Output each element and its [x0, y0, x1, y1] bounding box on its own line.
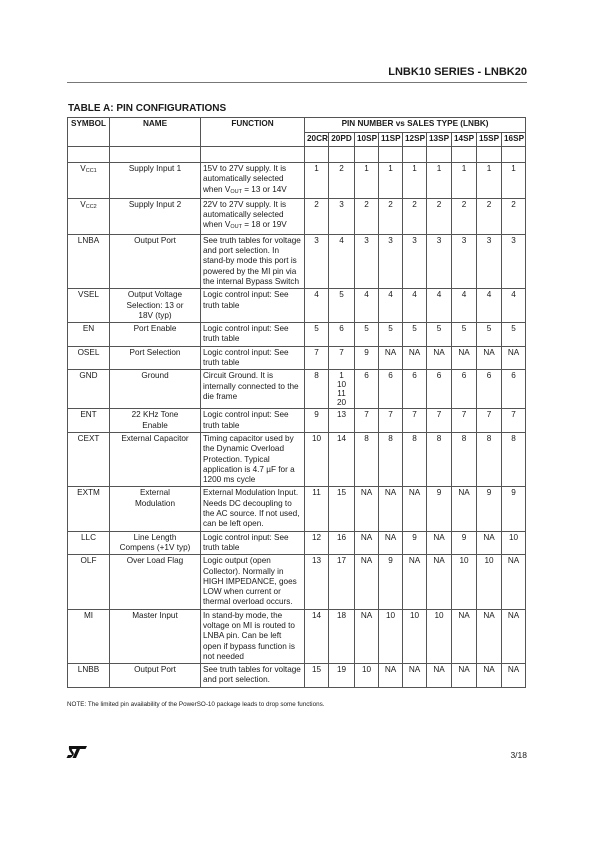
pin-number-cell: NA	[355, 555, 379, 609]
pin-number-cell: 3	[329, 198, 355, 234]
pin-number-cell: 9	[355, 346, 379, 370]
pin-name: Output Port	[110, 664, 201, 688]
pin-number-cell: 10	[379, 609, 403, 663]
table-body	[68, 147, 526, 688]
pin-function-text: 22V to 27V supply. It is automatically selected when V	[203, 199, 287, 230]
table-row	[68, 323, 526, 347]
pin-number-cell: 2	[403, 198, 427, 234]
pin-number-cell: 2	[452, 198, 477, 234]
table-row	[68, 163, 526, 199]
pin-function	[201, 609, 305, 663]
header-pin-group: PIN NUMBER vs SALES TYPE (LNBK)	[305, 118, 526, 133]
pin-number-cell: NA	[502, 609, 526, 663]
pin-number-cell: 2	[355, 198, 379, 234]
pin-number-cell: 4	[502, 289, 526, 323]
pin-number-cell: 8	[379, 432, 403, 486]
pin-number-cell: 9	[305, 409, 329, 433]
pin-function	[201, 234, 305, 288]
pin-number-cell: 1	[477, 163, 502, 199]
pin-symbol-subscript: CC2	[85, 203, 97, 210]
pin-number-cell: 3	[355, 234, 379, 288]
pin-number-cell: 10	[502, 531, 526, 555]
pin-function-text: Circuit Ground. It is internally connected to the die frame	[203, 371, 299, 401]
pin-number-cell: 2	[379, 198, 403, 234]
pin-number-cell: NA	[427, 555, 452, 609]
pin-number-cell: 7	[427, 409, 452, 433]
pin-function	[201, 555, 305, 609]
pin-number-cell: 6	[477, 370, 502, 409]
pin-name: External Capacitor	[110, 432, 201, 486]
header-divider	[67, 82, 527, 83]
pin-number-cell: 1	[403, 163, 427, 199]
pin-number-cell: NA	[452, 664, 477, 688]
pin-number-cell: 8	[355, 432, 379, 486]
pin-function-subscript: OUT	[230, 224, 242, 231]
pin-number-cell: 5	[452, 323, 477, 347]
pin-number-cell: NA	[477, 664, 502, 688]
pin-symbol	[68, 346, 110, 370]
pin-function	[201, 432, 305, 486]
pin-number-cell: 3	[403, 234, 427, 288]
table-row	[68, 370, 526, 409]
pin-number-cell: 6	[355, 370, 379, 409]
pin-function-text: 15V to 27V supply. It is automatically selected when V	[203, 164, 287, 194]
pin-number-cell: 4	[329, 234, 355, 288]
pin-number-cell: 4	[403, 289, 427, 323]
header-symbol: SYMBOL	[68, 118, 110, 147]
pin-function-tail: = 13 or 14V	[241, 184, 287, 194]
pin-number-cell: 3	[477, 234, 502, 288]
pin-number-cell: 13	[305, 555, 329, 609]
header-sales-type: 13SP	[427, 133, 452, 147]
pin-number-cell: 7	[305, 346, 329, 370]
pin-symbol-text: V	[80, 164, 86, 173]
pin-symbol-text: EN	[82, 324, 95, 334]
pin-function	[201, 163, 305, 199]
pin-function-subscript: OUT	[230, 188, 242, 195]
pin-number-cell: NA	[502, 346, 526, 370]
header-name: NAME	[110, 118, 201, 147]
pin-symbol-text: LNBA	[77, 235, 100, 245]
table-row	[68, 289, 526, 323]
pin-number-cell: 4	[452, 289, 477, 323]
pin-number-cell: 6	[379, 370, 403, 409]
pin-number-cell: 6	[329, 323, 355, 347]
pin-number-cell: 6	[502, 370, 526, 409]
pin-number-cell: 10	[452, 555, 477, 609]
pin-function-text: In stand-by mode, the voltage on MI is routed to LNBA pin. Can be left open if bypass function is not needed	[203, 610, 295, 661]
pin-number-cell: 7	[403, 409, 427, 433]
pin-number-cell: 9	[427, 487, 452, 531]
pin-number-cell: 10	[427, 609, 452, 663]
pin-number-cell: 8	[477, 432, 502, 486]
pin-number-cell: NA	[477, 346, 502, 370]
pin-number-cell: NA	[355, 531, 379, 555]
pin-function-text: Logic control input: See truth table	[203, 532, 289, 552]
pin-number-cell: 3	[502, 234, 526, 288]
pin-number-cell: 5	[329, 289, 355, 323]
pin-symbol	[68, 163, 110, 199]
table-row	[68, 664, 526, 688]
pin-number-cell: NA	[379, 487, 403, 531]
pin-symbol-text: EXTM	[77, 488, 100, 498]
pin-function	[201, 664, 305, 688]
table-row	[68, 234, 526, 288]
pin-number-cell: 5	[355, 323, 379, 347]
pin-number-cell: 7	[379, 409, 403, 433]
pin-number-cell: 9	[502, 487, 526, 531]
pin-name: Supply Input 1	[110, 163, 201, 199]
pin-symbol	[68, 609, 110, 663]
pin-function	[201, 346, 305, 370]
header-sales-type: 20CR	[305, 133, 329, 147]
pin-function	[201, 323, 305, 347]
pin-number-cell: 19	[329, 664, 355, 688]
pin-number-cell: 5	[305, 323, 329, 347]
table-row	[68, 531, 526, 555]
pin-symbol	[68, 323, 110, 347]
pin-number-cell: 7	[329, 346, 355, 370]
table-row	[68, 609, 526, 663]
table-row	[68, 346, 526, 370]
pin-number-cell: 8	[502, 432, 526, 486]
pin-symbol-text: LNBB	[77, 665, 100, 675]
pin-number-cell: NA	[403, 346, 427, 370]
header-sales-type: 15SP	[477, 133, 502, 147]
pin-number-cell: 3	[379, 234, 403, 288]
pin-number-cell: NA	[379, 531, 403, 555]
pin-number-cell: NA	[502, 555, 526, 609]
pin-number-cell: NA	[502, 664, 526, 688]
pin-number-cell: 15	[329, 487, 355, 531]
pin-number-cell: 13	[329, 409, 355, 433]
pin-number-cell: 9	[477, 487, 502, 531]
pin-number-cell: 14	[329, 432, 355, 486]
pin-number-cell: 10	[403, 609, 427, 663]
pin-number-cell: 6	[427, 370, 452, 409]
pin-name: Port Enable	[110, 323, 201, 347]
document-header-title: LNBK10 SERIES - LNBK20	[388, 66, 527, 78]
page-number: 3/18	[510, 750, 527, 760]
pin-number-cell: NA	[427, 664, 452, 688]
pin-number-cell: NA	[355, 487, 379, 531]
pin-number-cell: 1	[427, 163, 452, 199]
table-row	[68, 555, 526, 609]
pin-number-cell: 4	[427, 289, 452, 323]
pin-number-cell: 2	[329, 163, 355, 199]
pin-symbol	[68, 198, 110, 234]
header-sales-type: 11SP	[379, 133, 403, 147]
pin-number-cell: NA	[427, 531, 452, 555]
header-function: FUNCTION	[201, 118, 305, 147]
pin-number-cell: NA	[403, 664, 427, 688]
table-row	[68, 432, 526, 486]
table-row	[68, 487, 526, 531]
pin-number-cell: 18	[329, 609, 355, 663]
table-title: TABLE A: PIN CONFIGURATIONS	[68, 103, 227, 114]
table-row	[68, 198, 526, 234]
pin-number-cell: 7	[502, 409, 526, 433]
pin-number-cell: NA	[477, 609, 502, 663]
pin-name: External Modulation	[110, 487, 201, 531]
pin-function	[201, 531, 305, 555]
pin-symbol-text: OSEL	[77, 347, 100, 357]
pin-name: Ground	[110, 370, 201, 409]
pin-name: Line Length Compens (+1V typ)	[110, 531, 201, 555]
spacer-row	[68, 147, 526, 163]
pin-symbol-text: GND	[79, 371, 98, 381]
pin-symbol	[68, 409, 110, 433]
pin-number-cell: 3	[452, 234, 477, 288]
pin-function	[201, 409, 305, 433]
pin-number-cell: 1	[379, 163, 403, 199]
pin-function-text: Logic control input: See truth table	[203, 347, 289, 368]
pin-number-cell: 9	[403, 531, 427, 555]
pin-number-cell: 7	[452, 409, 477, 433]
pin-number-cell: 5	[403, 323, 427, 347]
pin-function	[201, 370, 305, 409]
pin-function	[201, 487, 305, 531]
pin-name: Supply Input 2	[110, 198, 201, 234]
pin-function-text: Timing capacitor used by the Dynamic Overload Protection. Typical application is 4.7 µF for a 1200 ms cycle	[203, 433, 295, 485]
pin-symbol-text: MI	[83, 610, 94, 620]
pin-number-cell: NA	[403, 487, 427, 531]
pin-number-cell: 9	[379, 555, 403, 609]
pin-number-cell: 8	[427, 432, 452, 486]
pin-number-cell: 5	[477, 323, 502, 347]
pin-number-cell: 6	[403, 370, 427, 409]
pin-function-text: Logic output (open Collector). Normally in HIGH IMPEDANCE, goes LOW when current or thermal overload occurs.	[203, 556, 297, 607]
pin-symbol-text: LLC	[80, 532, 97, 542]
table-row	[68, 409, 526, 433]
pin-number-cell: 1	[355, 163, 379, 199]
pin-number-cell: 2	[477, 198, 502, 234]
st-logo-icon	[66, 745, 88, 759]
pin-symbol-text: V	[80, 199, 86, 209]
pin-name: Master Input	[110, 609, 201, 663]
pin-symbol-text: ENT	[80, 410, 97, 420]
pin-number-cell: NA	[452, 346, 477, 370]
pin-symbol-subscript: CC1	[85, 168, 97, 174]
pin-symbol	[68, 487, 110, 531]
pin-number-cell: NA	[452, 487, 477, 531]
pin-number-cell: 7	[355, 409, 379, 433]
pin-symbol	[68, 234, 110, 288]
pin-number-cell: NA	[403, 555, 427, 609]
pin-number-cell: 8	[305, 370, 329, 409]
pin-number-cell: 8	[452, 432, 477, 486]
table-note: NOTE: The limited pin availability of the PowerSO-10 package leads to drop some functions.	[67, 701, 325, 708]
pin-function-text: Logic control input: See truth table	[203, 324, 289, 344]
pin-number-cell: 2	[427, 198, 452, 234]
pin-number-cell: NA	[452, 609, 477, 663]
pin-number-cell: 3	[427, 234, 452, 288]
pin-number-cell: 12	[305, 531, 329, 555]
header-sales-type: 12SP	[403, 133, 427, 147]
pin-number-cell: NA	[379, 346, 403, 370]
pin-number-cell: 2	[305, 198, 329, 234]
pin-number-cell: 15	[305, 664, 329, 688]
pin-symbol	[68, 531, 110, 555]
pin-number-cell: 3	[305, 234, 329, 288]
pin-number-cell: 14	[305, 609, 329, 663]
pin-number-cell: 1	[305, 163, 329, 199]
pin-number-cell: NA	[379, 664, 403, 688]
header-sales-type: 14SP	[452, 133, 477, 147]
pin-number-cell: 1	[502, 163, 526, 199]
pin-number-cell: NA	[477, 531, 502, 555]
pin-number-cell: 11	[305, 487, 329, 531]
header-sales-type: 16SP	[502, 133, 526, 147]
pin-number-cell: NA	[427, 346, 452, 370]
pin-number-cell: 4	[305, 289, 329, 323]
pin-number-cell: 2	[502, 198, 526, 234]
pin-symbol	[68, 289, 110, 323]
pin-number-cell: 5	[379, 323, 403, 347]
pin-name: Port Selection	[110, 346, 201, 370]
pin-number-cell: 17	[329, 555, 355, 609]
pin-number-cell: 1	[452, 163, 477, 199]
pin-function-text: Logic control input: See truth table	[203, 290, 289, 310]
pin-number-cell: 4	[379, 289, 403, 323]
pin-function	[201, 198, 305, 234]
pin-function-text: Logic control input: See truth table	[203, 410, 289, 430]
pin-number-cell: 10	[355, 664, 379, 688]
pin-symbol	[68, 432, 110, 486]
header-sales-type: 20PD	[329, 133, 355, 147]
pin-number-cell: 10	[305, 432, 329, 486]
pin-number-cell: 4	[355, 289, 379, 323]
pin-number-cell: 5	[502, 323, 526, 347]
header-sales-type: 10SP	[355, 133, 379, 147]
pin-number-cell: 10	[477, 555, 502, 609]
pin-symbol-text: CEXT	[77, 433, 100, 443]
pin-symbol-text: VSEL	[78, 290, 99, 300]
pin-number-cell: 6	[452, 370, 477, 409]
pin-configuration-table	[67, 117, 526, 688]
pin-number-cell: 1 10 11 20	[329, 370, 355, 409]
pin-number-cell: 4	[477, 289, 502, 323]
pin-function-text: See truth tables for voltage and port selection.	[203, 665, 301, 685]
pin-name: Output Voltage Selection: 13 or 18V (typ)	[110, 289, 201, 323]
pin-symbol	[68, 664, 110, 688]
pin-number-cell: 16	[329, 531, 355, 555]
pin-number-cell: 8	[403, 432, 427, 486]
pin-name: Output Port	[110, 234, 201, 288]
pin-symbol-text: OLF	[80, 556, 97, 566]
pin-function-tail: = 18 or 19V	[241, 220, 287, 230]
pin-number-cell: 5	[427, 323, 452, 347]
pin-function-text: See truth tables for voltage and port selection. In stand-by mode this port is powered by the MI pin via the internal Bypass Switch	[203, 235, 301, 286]
pin-number-cell: 9	[452, 531, 477, 555]
pin-name: Over Load Flag	[110, 555, 201, 609]
pin-number-cell: 7	[477, 409, 502, 433]
pin-number-cell: NA	[355, 609, 379, 663]
pin-symbol	[68, 370, 110, 409]
pin-function-text: External Modulation Input. Needs DC decoupling to the AC source. If not used, can be left open.	[203, 488, 300, 529]
pin-function	[201, 289, 305, 323]
pin-name: 22 KHz Tone Enable	[110, 409, 201, 433]
pin-symbol	[68, 555, 110, 609]
